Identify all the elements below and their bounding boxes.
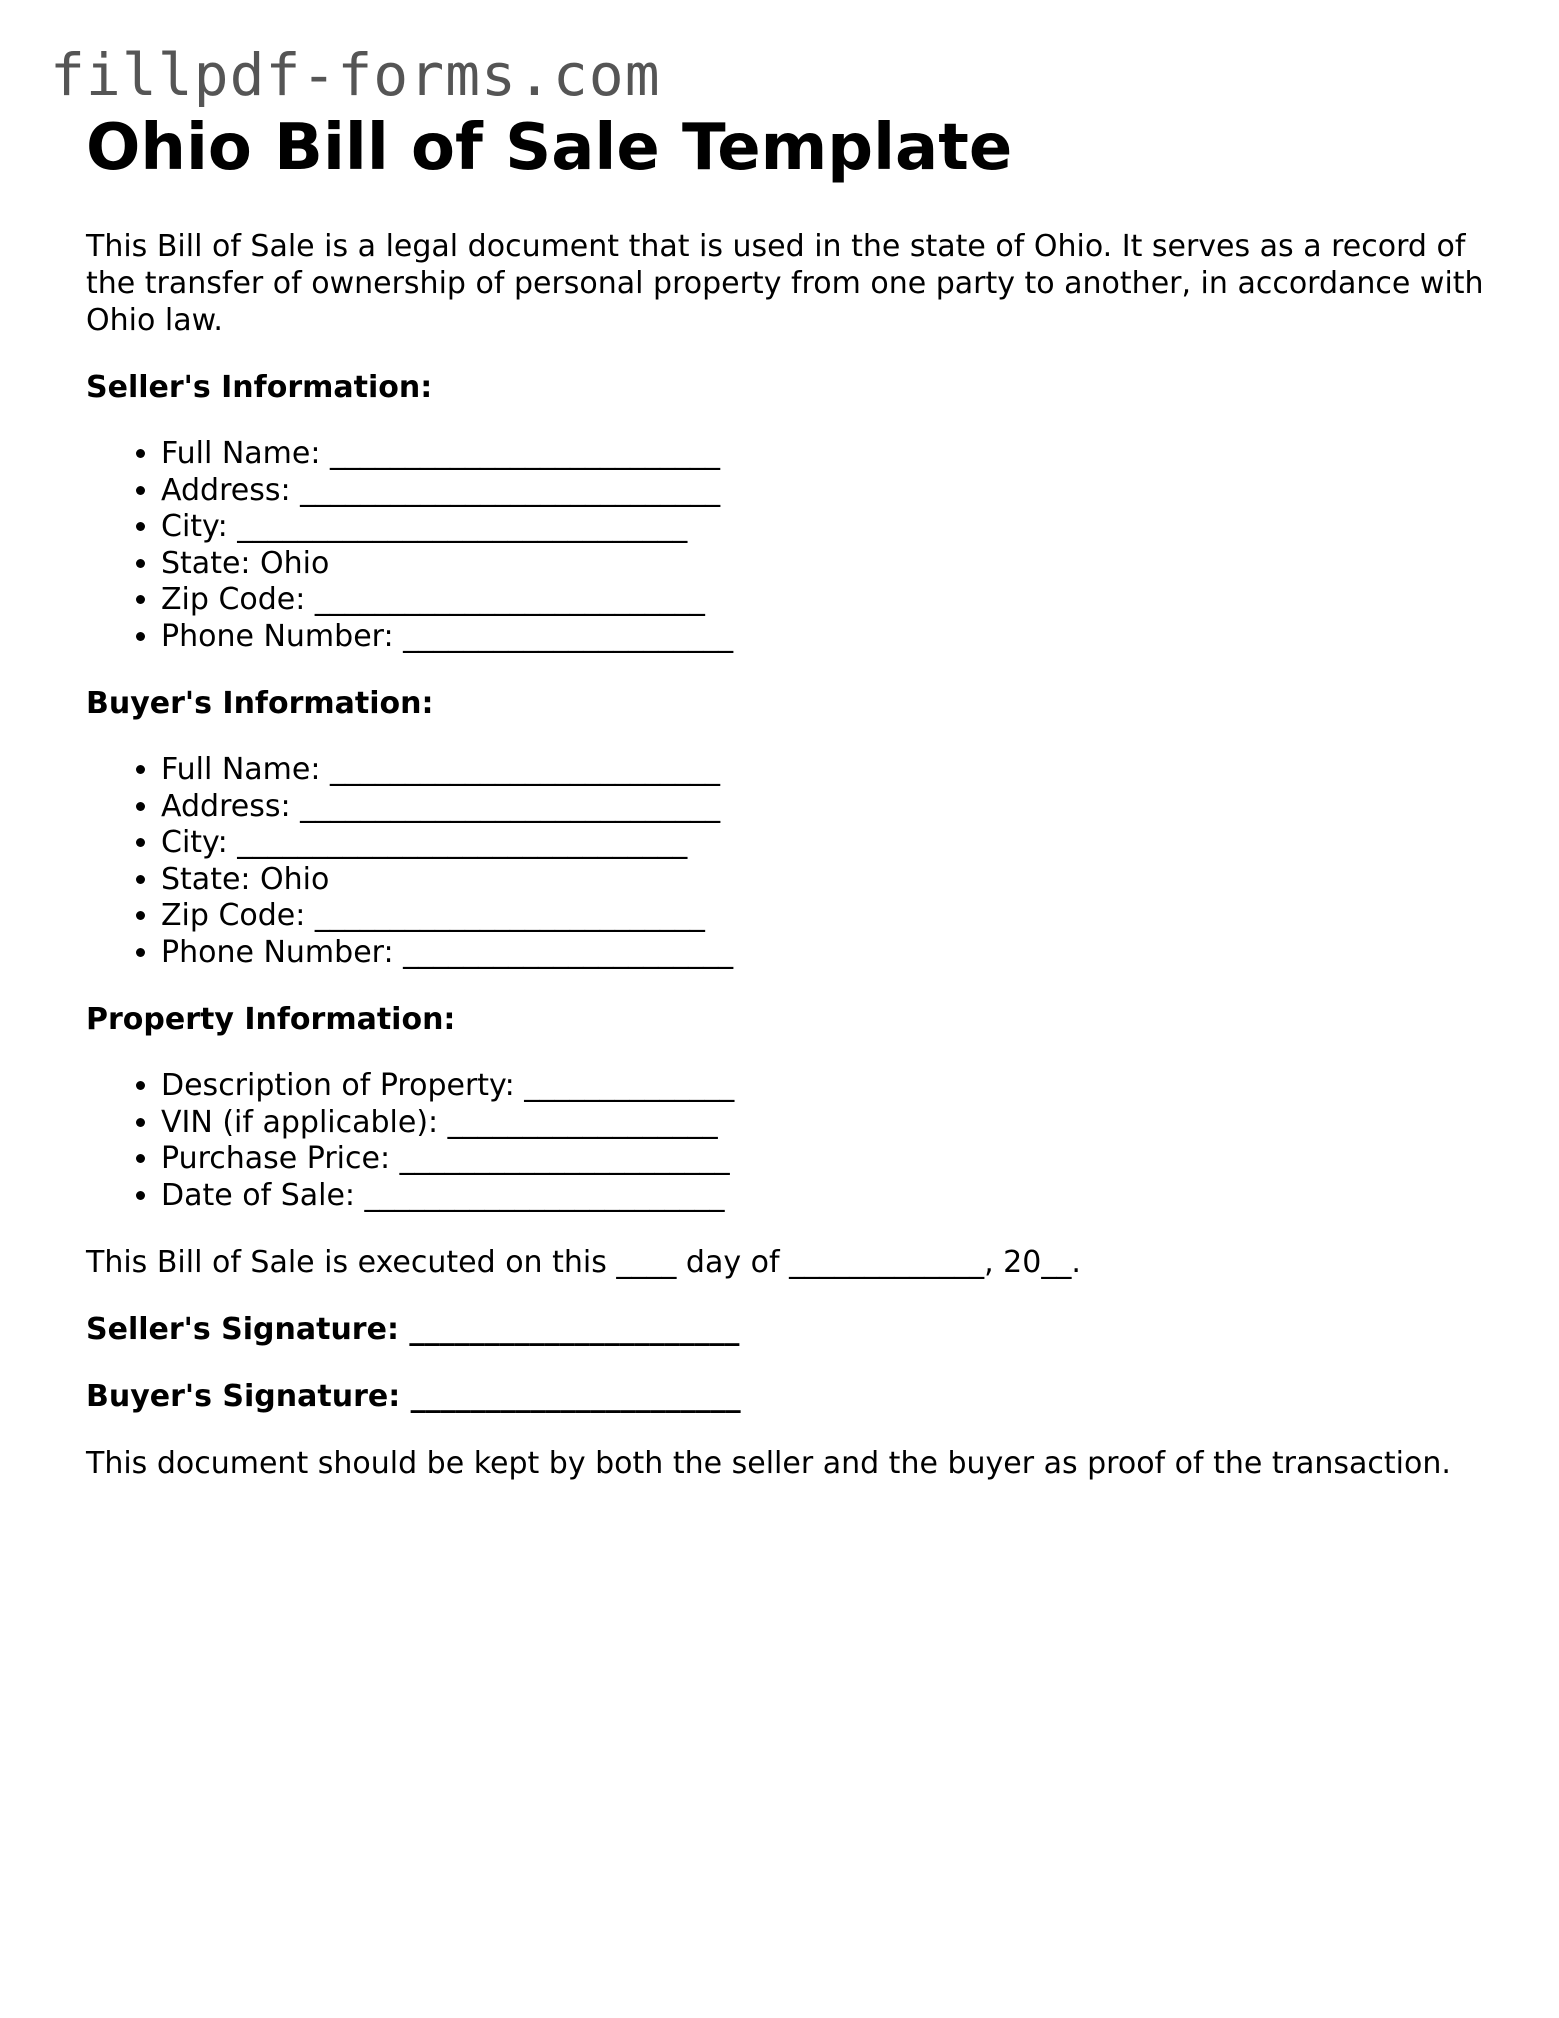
seller-state-field: • State: Ohio bbox=[161, 546, 1486, 583]
seller-zip-field: • Zip Code: __________________________ bbox=[161, 582, 1486, 619]
buyer-city-field: • City: ______________________________ bbox=[161, 825, 1486, 862]
seller-address-field: • Address: ____________________________ bbox=[161, 473, 1486, 510]
buyer-signature-line: Buyer's Signature: ______________________ bbox=[86, 1379, 741, 1414]
closing-note: This document should be kept by both the seller and the buyer as proof of the transaction. bbox=[86, 1446, 1451, 1481]
property-price-field: • Purchase Price: ______________________ bbox=[161, 1141, 1486, 1178]
buyer-address-field: • Address: ____________________________ bbox=[161, 789, 1486, 826]
page-title: Ohio Bill of Sale Template bbox=[86, 111, 1013, 185]
buyer-state-field: • State: Ohio bbox=[161, 862, 1486, 899]
property-description-field: • Description of Property: ______________ bbox=[161, 1068, 1486, 1105]
execution-statement: This Bill of Sale is executed on this ____ day of _____________, 20__. bbox=[86, 1245, 1081, 1280]
document-page bbox=[86, 108, 1486, 1482]
property-field-list bbox=[86, 1068, 1486, 1214]
property-section-heading: Property Information: bbox=[86, 1002, 456, 1037]
buyer-field-list bbox=[86, 752, 1486, 971]
buyer-zip-field: • Zip Code: __________________________ bbox=[161, 898, 1486, 935]
intro-paragraph: This Bill of Sale is a legal document that is used in the state of Ohio. It serves as a record of the transfer of ownership of personal property from one party to another, in accordance with Ohio law. bbox=[86, 229, 1484, 338]
buyer-full-name-field: • Full Name: __________________________ bbox=[161, 752, 1486, 789]
seller-section-heading: Seller's Information: bbox=[86, 370, 433, 405]
seller-city-field: • City: ______________________________ bbox=[161, 509, 1486, 546]
seller-signature-line: Seller's Signature: ______________________ bbox=[86, 1312, 740, 1347]
seller-field-list bbox=[86, 436, 1486, 655]
buyer-phone-field: • Phone Number: ______________________ bbox=[161, 935, 1486, 972]
property-vin-field: • VIN (if applicable): __________________ bbox=[161, 1105, 1486, 1142]
seller-full-name-field: • Full Name: __________________________ bbox=[161, 436, 1486, 473]
watermark: fillpdf-forms.com bbox=[50, 41, 661, 109]
property-date-field: • Date of Sale: ________________________ bbox=[161, 1178, 1486, 1215]
seller-phone-field: • Phone Number: ______________________ bbox=[161, 619, 1486, 656]
buyer-section-heading: Buyer's Information: bbox=[86, 686, 434, 721]
